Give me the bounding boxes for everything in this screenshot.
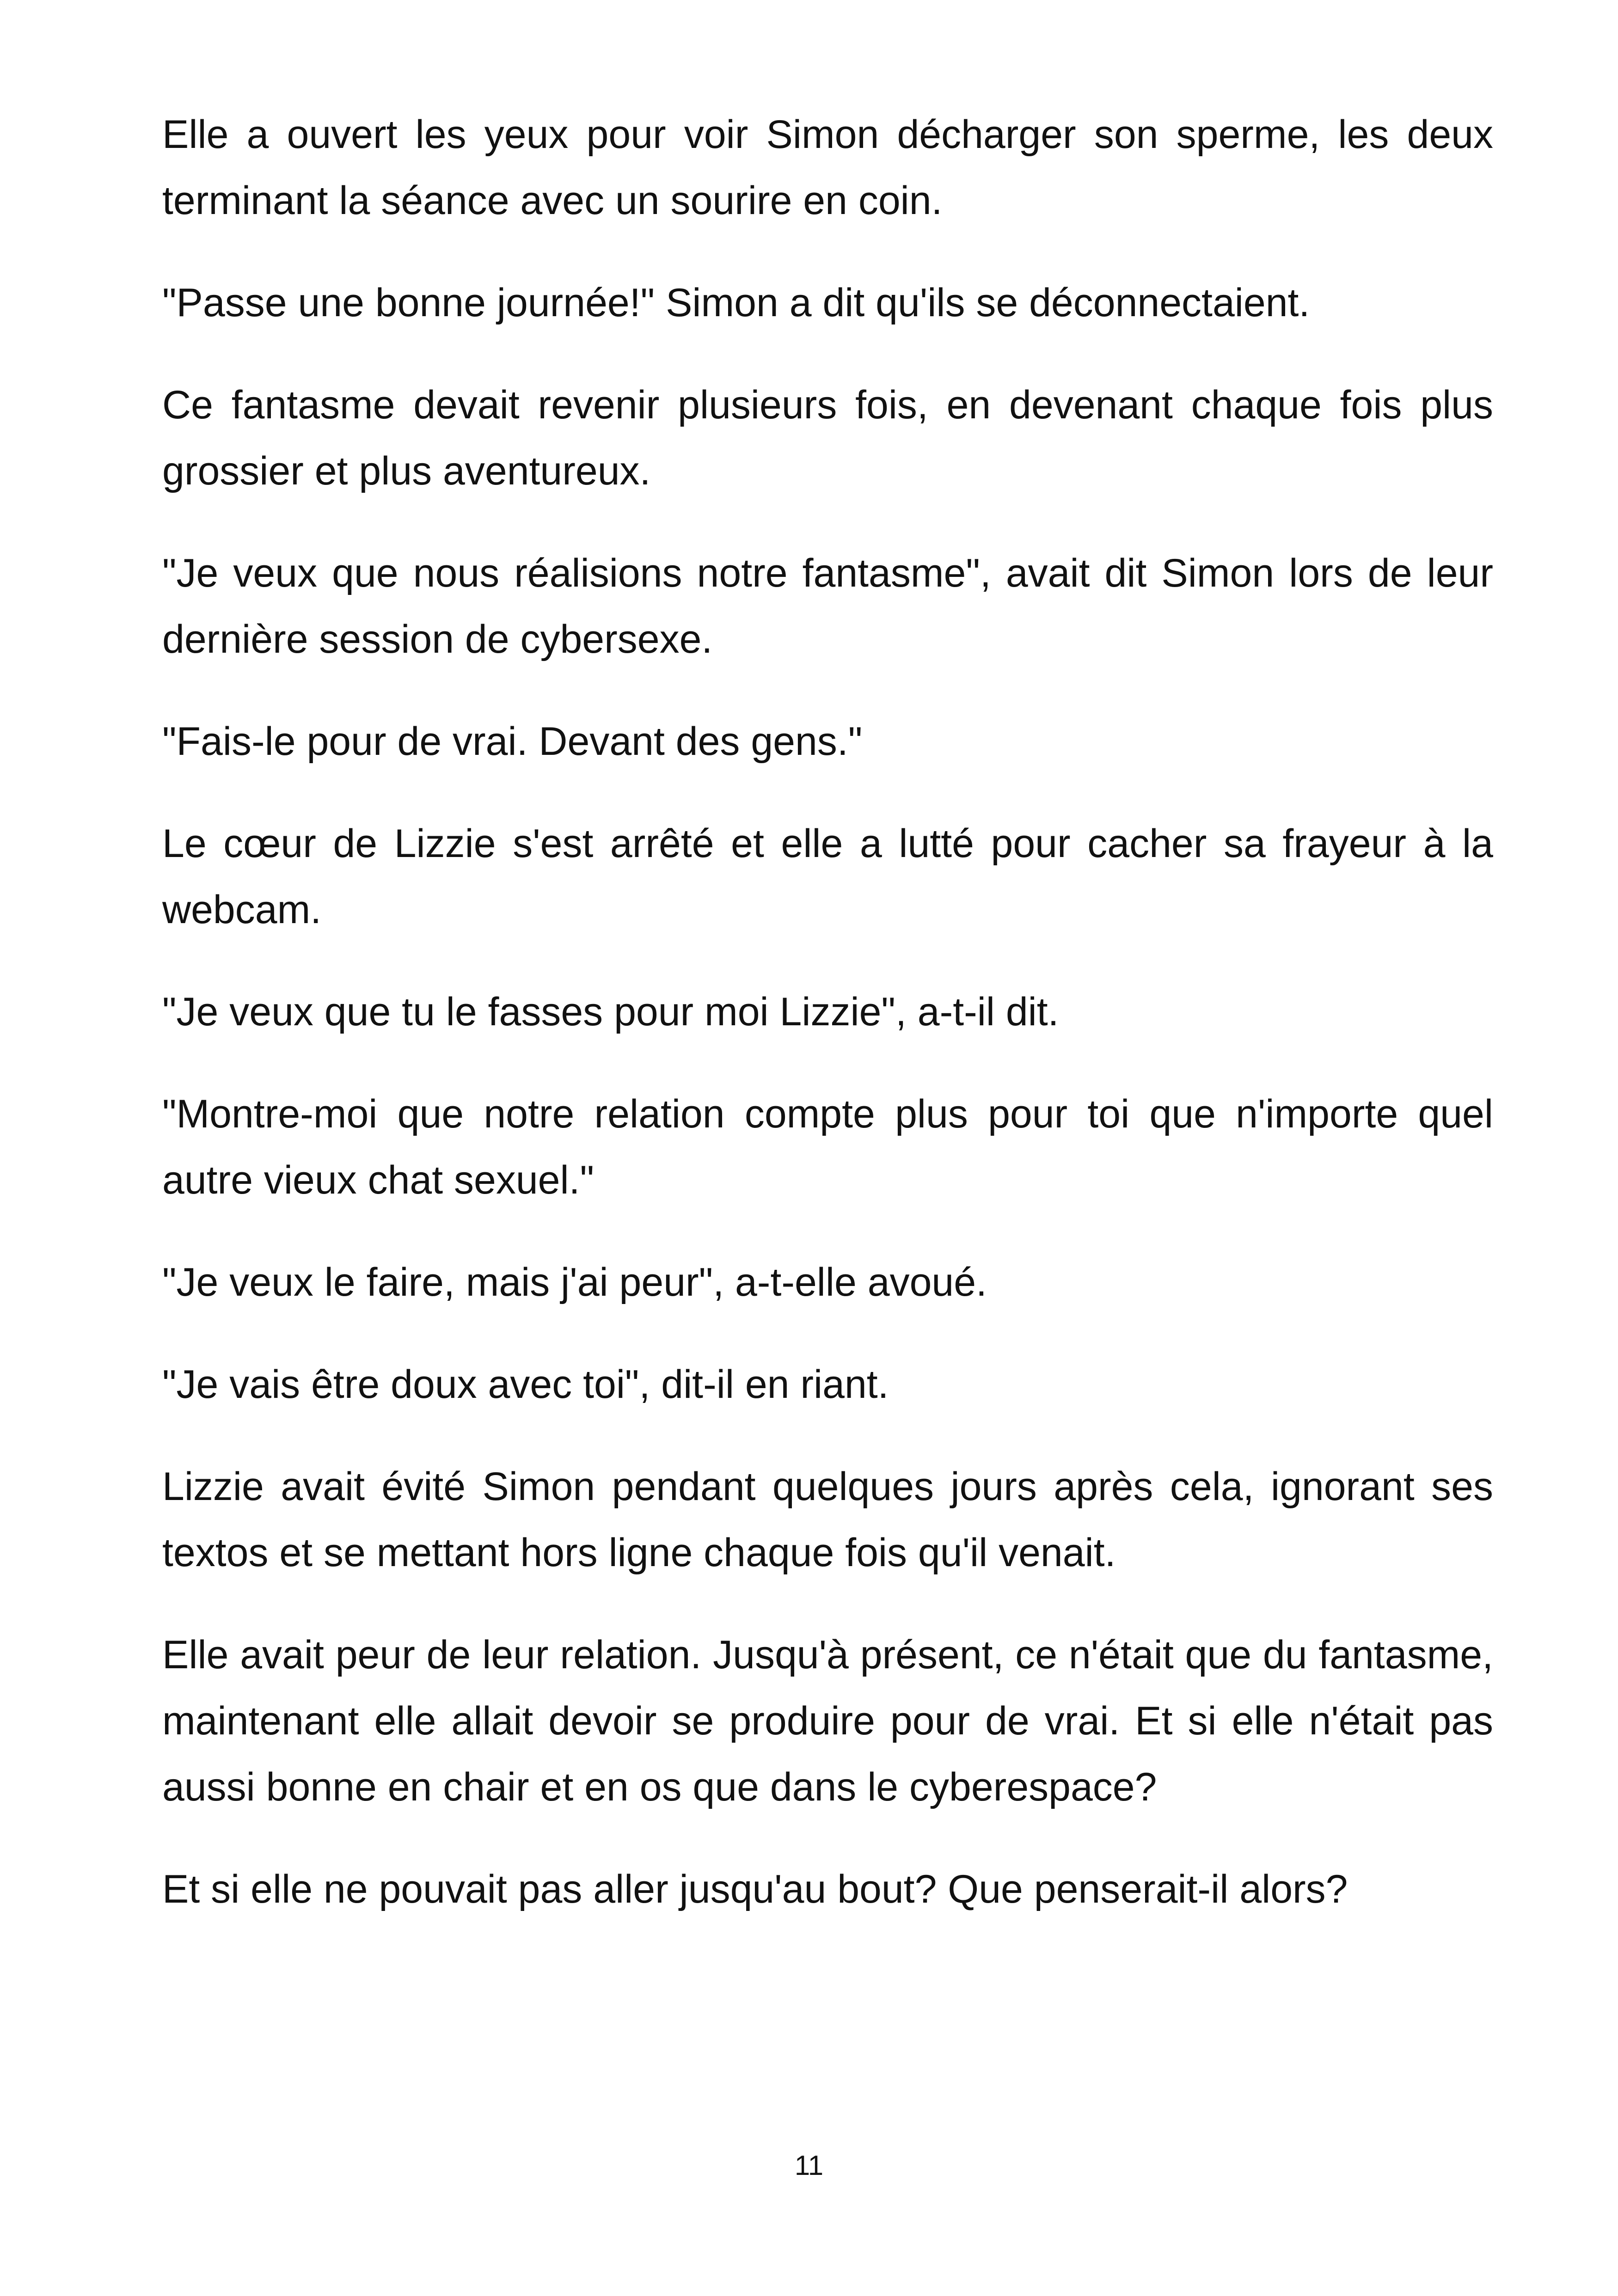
paragraph-13: Et si elle ne pouvait pas aller jusqu'au bout? Que penserait-il alors? — [162, 1867, 1348, 1911]
paragraph-7: "Je veux que tu le fasses pour moi Lizzie", a-t-il dit. — [162, 990, 1059, 1034]
paragraph-2: "Passe une bonne journée!" Simon a dit qu'ils se déconnectaient. — [162, 281, 1310, 325]
body-text — [162, 102, 1493, 1959]
paragraph-8: "Montre-moi que notre relation compte plus pour toi que n'importe quel autre vieux chat sexuel." — [162, 1092, 1493, 1202]
page-number: 11 — [794, 2150, 824, 2181]
paragraph-5: "Fais-le pour de vrai. Devant des gens." — [162, 719, 863, 764]
paragraph-3: Ce fantasme devait revenir plusieurs fois, en devenant chaque fois plus grossier et plus aventureux. — [162, 383, 1493, 493]
paragraph-12: Elle avait peur de leur relation. Jusqu'à présent, ce n'était que du fantasme, maintenant elle allait devoir se produire pour de vrai. Et si elle n'était pas aussi bonne en chair et en os que dans le cyberespace? — [162, 1633, 1493, 1809]
paragraph-10: "Je vais être doux avec toi", dit-il en riant. — [162, 1362, 889, 1407]
paragraph-9: "Je veux le faire, mais j'ai peur", a-t-elle avoué. — [162, 1260, 987, 1304]
paragraph-6: Le cœur de Lizzie s'est arrêté et elle a lutté pour cacher sa frayeur à la webcam. — [162, 821, 1493, 932]
paragraph-4: "Je veux que nous réalisions notre fantasme", avait dit Simon lors de leur dernière session de cybersexe. — [162, 551, 1493, 661]
paragraph-11: Lizzie avait évité Simon pendant quelques jours après cela, ignorant ses textos et se mettant hors ligne chaque fois qu'il venait. — [162, 1464, 1493, 1575]
paragraph-1: Elle a ouvert les yeux pour voir Simon décharger son sperme, les deux terminant la séance avec un sourire en coin. — [162, 112, 1493, 223]
